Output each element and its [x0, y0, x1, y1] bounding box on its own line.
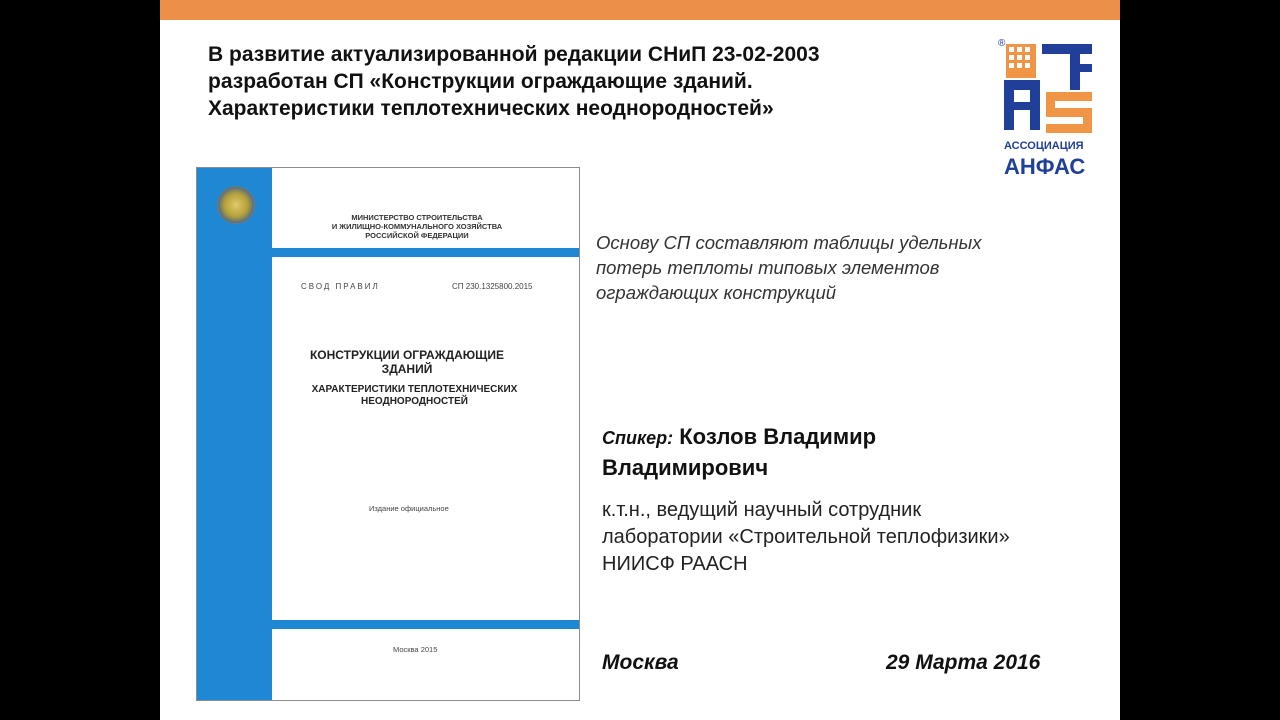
title-line: разработан СП «Конструкции ограждающие зданий. — [208, 70, 753, 93]
speaker-block — [602, 422, 1022, 483]
emblem-icon — [217, 186, 255, 224]
speaker-role: к.т.н., ведущий научный сотрудник лаборатории «Строительной теплофизики» НИИСФ РААСН — [602, 499, 1010, 575]
speaker-label: Спикер: — [602, 428, 674, 448]
title-line: Характеристики теплотехнических неоднородностей» — [208, 97, 774, 120]
basis-note: Основу СП составляют таблицы удельных потерь теплоты типовых элементов ограждающих конструкций — [596, 232, 982, 303]
logo-association-label: АССОЦИАЦИЯ — [1004, 140, 1084, 152]
event-place: Москва — [602, 651, 679, 674]
cover-ministry: МИНИСТЕРСТВО СТРОИТЕЛЬСТВА И ЖИЛИЩНО-КОММУНАЛЬНОГО ХОЗЯЙСТВА РОССИЙСКОЙ ФЕДЕРАЦИИ — [331, 213, 503, 240]
building-grid-icon — [1006, 44, 1036, 78]
logo-name: АНФАС — [1004, 154, 1086, 179]
cover-city-year: Москва 2015 — [393, 645, 438, 654]
cover-svod-label: СВОД ПРАВИЛ — [301, 282, 380, 291]
cover-blue-band-bottom — [272, 620, 580, 629]
title-line: В развитие актуализированной редакции СНиП 23-02-2003 — [208, 43, 820, 66]
cover-subtitle: ХАРАКТЕРИСТИКИ ТЕПЛОТЕХНИЧЕСКИХ НЕОДНОРОДНОСТЕЙ — [311, 384, 518, 407]
letter-f-icon — [1042, 44, 1092, 54]
document-cover-image — [196, 167, 580, 701]
cover-edition: Издание официальное — [369, 504, 449, 513]
event-date: 29 Марта 2016 — [886, 651, 1041, 674]
speaker-name: Козлов Владимир — [679, 424, 877, 449]
cover-title: КОНСТРУКЦИИ ОГРАЖДАЮЩИЕ ЗДАНИЙ — [309, 348, 505, 376]
slide — [160, 0, 1120, 720]
slide-title — [208, 41, 948, 122]
speaker-name-line2: Владимирович — [602, 455, 769, 480]
cover-blue-stripe — [197, 168, 272, 701]
cover-blue-band-top — [272, 248, 580, 257]
cover-sp-number: СП 230.1325800.2015 — [452, 282, 533, 291]
anfas-logo — [998, 38, 1098, 180]
registered-mark: ® — [998, 38, 1006, 49]
top-accent-bar — [160, 0, 1120, 20]
